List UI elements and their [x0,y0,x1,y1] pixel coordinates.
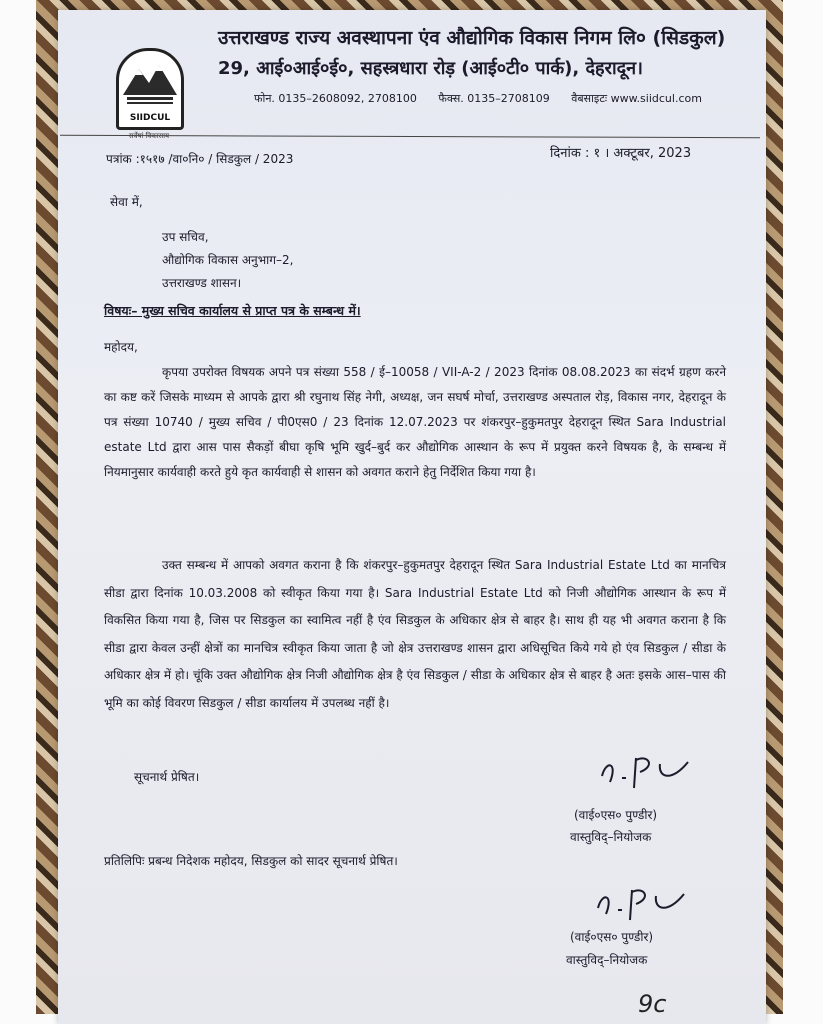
signatory-title-1: वास्तुविद्–नियोजक [570,830,652,844]
closing-line: सूचनार्थ प्रेषित। [134,770,200,784]
signatory-name-2: (वाई०एस० पुण्डीर) [570,930,654,944]
logo-tagline [116,132,182,141]
margin-right [783,0,823,1024]
contact-line [254,91,720,106]
signatory-title-2: वास्तुविद्–नियोजक [566,953,648,967]
subject-line: विषयः– मुख्य सचिव कार्यालय से प्राप्त पत्र के सम्बन्ध में। [104,303,361,318]
paragraph-2: उक्त सम्बन्ध में आपको अवगत कराना है कि शंकरपुर–हुकुमतपुर देहरादून स्थित Sara Industrial Estate Ltd का मानचित्र सीडा द्वारा दिनांक 10.03.2008 को स्वीकृत किया गया है। Sara Industrial Estate Ltd को निजी औद्योगिक आस्थान के रूप में विकसित किया गया है, जिस पर सिडकुल का स्वामित्व नहीं है एंव सिडकुल के अधिकार क्षेत्र से बाहर है। साथ ही यह भी अवगत कराना है कि सीडा द्वारा केवल उन्हीं क्षेत्रों का मानचित्र स्वीकृत किया जाता है जो क्षेत्र उत्तराखण्ड शासन द्वारा अधिसूचित किये गये हो एंव सिडकुल / सीडा के अधिकार क्षेत्र में हो। चूंकि उक्त औद्योगिक क्षेत्र निजी औद्योगिक क्षेत्र है एंव सिडकुल / सीडा के अधिकार क्षेत्र से बाहर है अतः इसके आस–पास की भूमि का कोई विवरण सिडकुल / सीडा कार्यालय में उपलब्ध नहीं है। [104,558,726,710]
org-name: उत्तराखण्ड राज्य अवस्थापना एंव औद्योगिक विकास निगम लि० (सिडकुल) [218,27,726,49]
fax: फैक्स. 0135–2708109 [438,92,550,105]
addressee-line-2: औद्योगिक विकास अनुभाग–2, [162,253,294,267]
letter-date: दिनांक : १ । अक्टूबर, 2023 [550,146,692,161]
salutation-to: सेवा में, [110,195,143,209]
addressee-line-1: उप सचिव, [162,230,209,244]
greeting: महोदय, [104,340,138,354]
margin-left [0,0,36,1024]
signatory-name-1: (वाई०एस० पुण्डीर) [574,808,658,822]
siidcul-logo [116,48,182,138]
letter-page [58,10,766,1024]
copy-to: प्रतिलिपिः प्रबन्ध निदेशक महोदय, सिडकुल को सादर सूचनार्थ प्रेषित। [104,854,398,868]
phone: फोन. 0135–2608092, 2708100 [254,92,417,105]
addressee-line-3: उत्तराखण्ड शासन। [162,276,242,290]
initials: 9c [638,990,667,1018]
signature-2 [592,880,702,926]
org-address: 29, आई०आई०ई०, सहस्त्रधारा रोड़ (आई०टी० पार्क), देहरादून। [218,58,643,79]
mountain-emblem-icon [119,51,181,107]
signature-1 [596,748,706,794]
paragraph-1: कृपया उपरोक्त विषयक अपने पत्र संख्या 558 / ई–10058 / VII-A-2 / 2023 दिनांक 08.08.2023 का संदर्भ ग्रहण करने का कष्ट करें जिसके माध्यम से आपके द्वारा श्री रघुनाथ सिंह नेगी, अध्यक्ष, जन सघर्ष मोर्चा, उत्तराखण्ड अस्पताल रोड़, विकास नगर, देहरादून के पत्र संख्या 10740 / मुख्य सचिव / पी0एस0 / 23 दिनांक 12.07.2023 पर शंकरपुर–हुकुमतपुर देहरादून स्थित Sara Industrial estate Ltd द्वारा आस पास सैकड़ों बीघा कृषि भूमि खुर्द–बुर्द कर औद्योगिक आस्थान के रूप में प्रयुक्त करने विषयक है, के सम्बन्ध में नियमानुसार कार्यवाही करते हुये कृत कार्यवाही से शासन को अवगत कराने हेतु निर्देशित किया गया है। [104,365,726,479]
website: वैबसाइटः www.siidcul.com [571,92,702,105]
reference-number: पत्रांक :१५१७ /वा०नि० / सिडकुल / 2023 [106,152,294,166]
logo-text: SIIDCUL [129,113,171,123]
